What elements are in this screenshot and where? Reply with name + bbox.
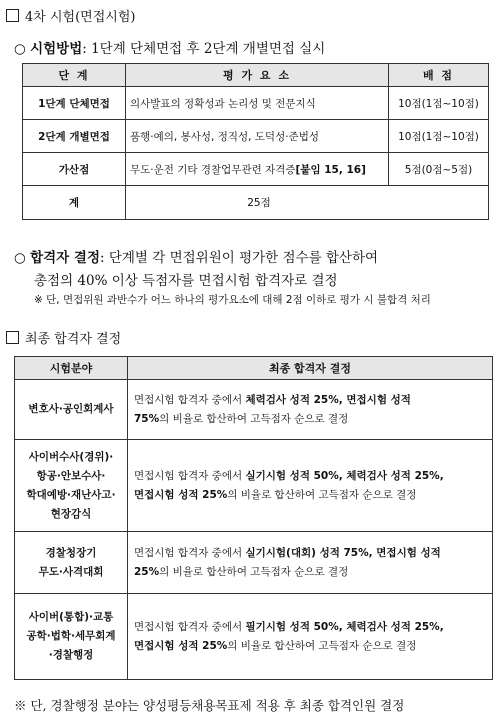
evaluation-table-header-row <box>23 64 489 87</box>
element-cell: 의사발표의 정확성과 논리성 및 전문지식 <box>126 87 389 120</box>
stage-cell: 가산점 <box>23 153 126 186</box>
field-line: 사이버(통합)·교통 <box>28 611 114 623</box>
field-line: 항공·안보수사· <box>36 469 106 482</box>
header-decision: 최종 합격자 결정 <box>128 357 493 380</box>
decision-bold: 면접시험 성적 25% <box>134 639 228 652</box>
element-text: 무도·운전 기타 경찰업무관련 자격증 <box>130 163 296 176</box>
pass-decision-line-1 <box>14 246 378 266</box>
table-row <box>15 532 493 594</box>
decision-line <box>134 486 486 505</box>
decision-text: 의 비율로 합산하여 고득점자 순으로 결정 <box>227 488 417 501</box>
total-label: 계 <box>23 186 126 220</box>
final-table-header-row <box>15 357 493 380</box>
exam-method-text: : 1단계 단체면접 후 2단계 개별면접 실시 <box>82 41 326 57</box>
header-field: 시험분야 <box>15 357 128 380</box>
decision-bold: 필기시험 성적 50%, 체력검사 성적 25%, <box>245 620 444 633</box>
decision-line <box>134 563 486 582</box>
decision-line <box>134 410 486 429</box>
table-row <box>23 87 489 120</box>
decision-text: 면접시험 합격자 중에서 <box>134 469 246 482</box>
stage-cell: 1단계 단체면접 <box>23 87 126 120</box>
stage-cell: 2단계 개별면접 <box>23 120 126 153</box>
element-cell <box>126 153 389 186</box>
score-cell: 5점(0점~5점) <box>389 153 489 186</box>
bullet-circle-icon: ○ <box>14 250 26 266</box>
field-cell <box>15 532 128 594</box>
exam-method-label: 시험방법 <box>30 41 83 57</box>
table-total-row <box>23 186 489 220</box>
element-attachment-ref: [붙임 15, 16] <box>295 163 366 176</box>
exam-method-line <box>14 37 325 57</box>
field-cell <box>15 440 128 532</box>
decision-text: 면접시험 합격자 중에서 <box>134 546 246 559</box>
decision-text: 면접시험 합격자 중에서 <box>134 620 246 633</box>
pass-decision-note: ※ 단, 면접위원 과반수가 어느 하나의 평가요소에 대해 2점 이하로 평가 시 불합격 처리 <box>34 294 431 306</box>
field-line: 변호사·공인회계사 <box>28 403 114 415</box>
decision-line <box>134 637 486 656</box>
final-section-title-text: 최종 합격자 결정 <box>25 332 122 347</box>
decision-bold: 25% <box>134 565 160 578</box>
final-footnote: ※ 단, 경찰행정 분야는 양성평등채용목표제 적용 후 최종 합격인원 결정 <box>14 698 405 713</box>
decision-text: 의 비율로 합산하여 고득점자 순으로 결정 <box>159 412 349 425</box>
checkbox-square-icon <box>6 331 19 344</box>
pass-decision-line-2: 총점의 40% 이상 득점자를 면접시험 합격자로 결정 <box>34 273 338 289</box>
decision-text: 의 비율로 합산하여 고득점자 순으로 결정 <box>227 639 417 652</box>
decision-cell <box>128 594 493 680</box>
decision-cell <box>128 440 493 532</box>
decision-line <box>134 618 486 637</box>
element-cell: 품행·예의, 봉사성, 정직성, 도덕성·준법성 <box>126 120 389 153</box>
header-element: 평 가 요 소 <box>126 64 389 87</box>
checkbox-square-icon <box>6 9 19 22</box>
table-row <box>15 380 493 440</box>
field-cell <box>15 594 128 680</box>
section-4-title <box>6 6 135 25</box>
bullet-circle-icon: ○ <box>14 41 26 57</box>
score-cell: 10점(1점~10점) <box>389 87 489 120</box>
field-line: 공학·법학·세무회계 <box>26 630 116 642</box>
decision-bold: 면접시험 성적 25% <box>134 488 228 501</box>
decision-line <box>134 544 486 563</box>
field-line: 사이버수사(경위)· <box>28 450 114 463</box>
section-4-title-text: 4차 시험(면접시험) <box>25 10 136 25</box>
table-row <box>15 440 493 532</box>
decision-text: 면접시험 합격자 중에서 <box>134 393 246 406</box>
field-line: 학대예방·재난사고· <box>26 488 116 501</box>
header-score: 배 점 <box>389 64 489 87</box>
decision-bold: 체력검사 성적 25%, 면접시험 성적 <box>245 393 411 406</box>
table-row <box>23 153 489 186</box>
evaluation-table <box>22 63 489 220</box>
decision-bold: 실기시험 성적 50%, 체력검사 성적 25%, <box>245 469 444 482</box>
table-row <box>23 120 489 153</box>
decision-line <box>134 391 486 410</box>
decision-text: 의 비율로 합산하여 고득점자 순으로 결정 <box>159 565 349 578</box>
field-line: ·경찰행정 <box>48 649 94 661</box>
table-row <box>15 594 493 680</box>
score-cell: 10점(1점~10점) <box>389 120 489 153</box>
total-value: 25점 <box>126 186 489 220</box>
field-cell <box>15 380 128 440</box>
decision-bold: 75% <box>134 412 160 425</box>
final-decision-table <box>14 356 493 680</box>
pass-decision-text: : 단계별 각 면접위원이 평가한 점수를 합산하여 <box>99 250 379 266</box>
field-line: 무도·사격대회 <box>38 565 104 578</box>
final-section-title <box>6 328 121 347</box>
header-stage: 단 계 <box>23 64 126 87</box>
decision-cell <box>128 532 493 594</box>
decision-cell <box>128 380 493 440</box>
pass-decision-label: 합격자 결정 <box>30 250 100 266</box>
decision-line <box>134 467 486 486</box>
decision-bold: 실기시험(대회) 성적 75%, 면접시험 성적 <box>245 546 441 559</box>
field-line: 현장감식 <box>50 507 92 520</box>
field-line: 경찰청장기 <box>45 546 97 559</box>
